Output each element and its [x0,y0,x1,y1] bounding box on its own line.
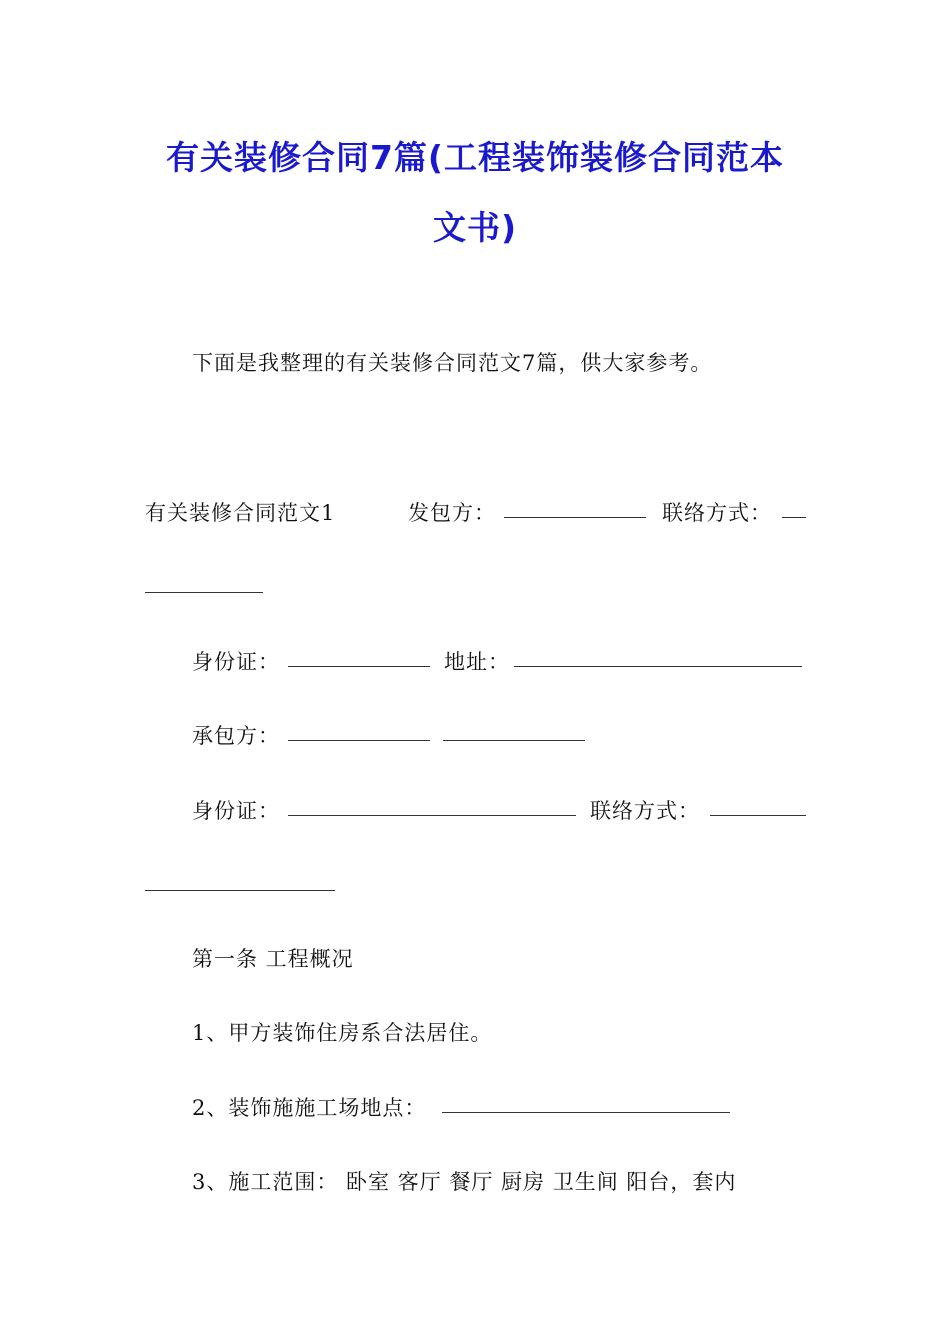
contractor-label: 承包方： [192,724,280,748]
employer-label: 发包方： [408,501,496,525]
address-label: 地址： [444,650,510,674]
address-blank [514,646,802,667]
contractor-blank [288,720,430,741]
id-label: 身份证： [192,650,280,674]
article1-item2: 2、装饰施施工场地点： [192,1096,427,1120]
document-title-line2: 文书) [432,208,518,247]
employer-blank [504,497,646,518]
id-blank-2 [288,795,576,816]
contact-blank-continued [145,592,263,593]
contact-label: 联络方式： [662,501,772,525]
id-blank [288,646,430,667]
contact-blank-2-continued [145,890,335,891]
contact-blank [782,497,806,518]
document-title-line1: 有关装修合同7篇(工程装饰装修合同范本 [165,138,785,177]
contact-label-2: 联络方式： [590,799,700,823]
article1-item1: 1、甲方装饰住房系合法居住。 [192,1021,493,1045]
article1-item3: 3、施工范围： 卧室 客厅 餐厅 厨房 卫生间 阳台，套内 [192,1170,737,1194]
intro-paragraph: 下面是我整理的有关装修合同范文7篇，供大家参考。 [192,351,713,375]
contact-blank-2 [710,795,806,816]
section-heading: 有关装修合同范文1 [145,501,336,525]
contractor-blank-2 [443,720,585,741]
id-label-2: 身份证： [192,799,280,823]
article1-heading: 第一条 工程概况 [192,947,354,971]
site-location-blank [442,1092,730,1113]
